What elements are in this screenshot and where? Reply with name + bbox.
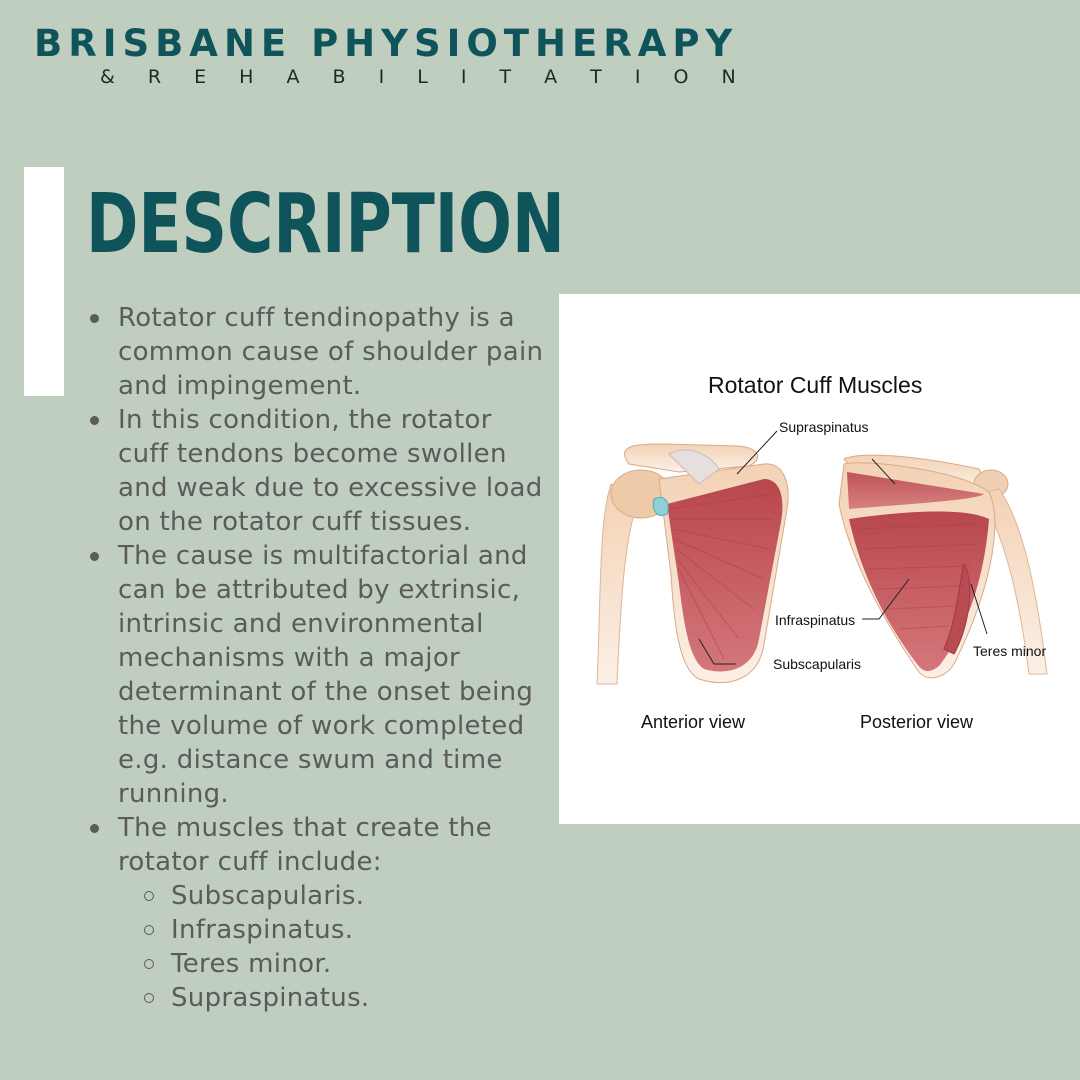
muscle-item: Teres minor. [171,947,548,981]
list-item-text: The muscles that create the rotator cuff include: [118,813,492,877]
muscle-item: Infraspinatus. [171,913,548,947]
page-title: DESCRIPTION [86,177,565,272]
brand-title: BRISBANE PHYSIOTHERAPY [34,22,739,65]
label-infraspinatus: Infraspinatus [775,612,856,628]
figure-title: Rotator Cuff Muscles [708,372,923,398]
list-item: The cause is multifactorial and can be attributed by extrinsic, intrinsic and environmental mechanisms with a major determinant of the onset being the volume of work completed e.g. distance swum and time running. [118,539,548,811]
label-anterior-view: Anterior view [641,712,746,732]
label-posterior-view: Posterior view [860,712,974,732]
brand-subtitle: & R E H A B I L I T A T I O N [100,66,750,88]
list-item [118,811,548,1015]
muscle-item: Supraspinatus. [171,981,548,1015]
muscle-item: Subscapularis. [171,879,548,913]
label-teres-minor: Teres minor [973,643,1047,659]
anterior-view-drawing [597,444,788,684]
description-list [118,301,548,1015]
muscle-list [118,879,548,1015]
list-item: In this condition, the rotator cuff tendons become swollen and weak due to excessive load on the rotator cuff tissues. [118,403,548,539]
label-supraspinatus: Supraspinatus [779,419,869,435]
list-item: Rotator cuff tendinopathy is a common cause of shoulder pain and impingement. [118,301,548,403]
rotator-cuff-illustration [559,294,1080,824]
accent-bar [24,167,64,396]
label-subscapularis: Subscapularis [773,656,861,672]
